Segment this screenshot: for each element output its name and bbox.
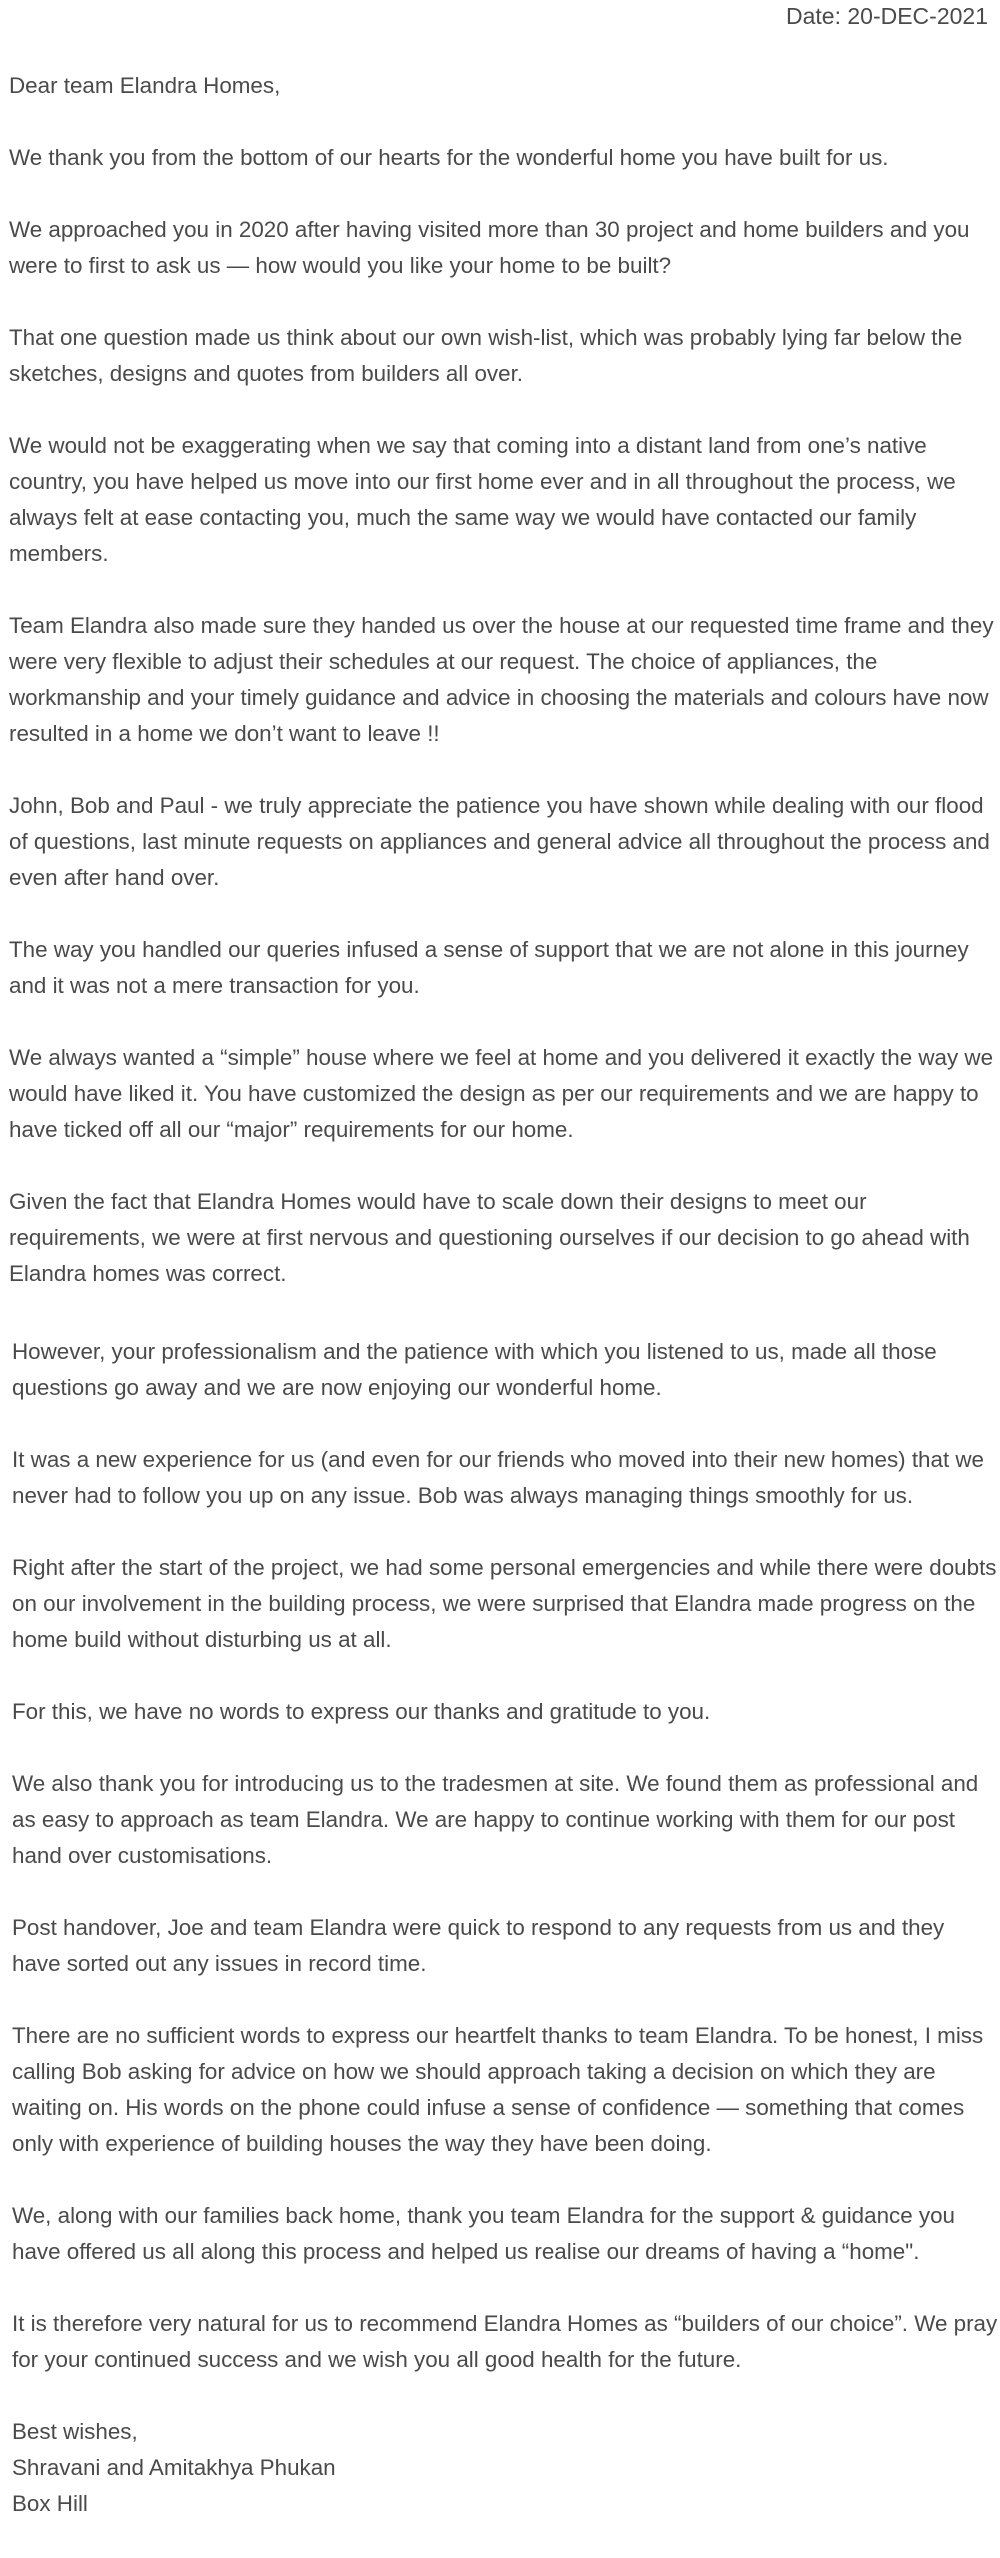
signoff-names: Shravani and Amitakhya Phukan bbox=[12, 2455, 336, 2480]
paragraph-wishlist: That one question made us think about our own wish-list, which was probably lying far below the sketches, designs and quotes from builders all over. bbox=[9, 325, 963, 386]
paragraph-recommend: It is therefore very natural for us to recommend Elandra Homes as “builders of our choice”. We pray for your continued success and we wish you all good health for the future. bbox=[12, 2311, 998, 2372]
paragraph-emergencies: Right after the start of the project, we had some personal emergencies and while there were doubts on our involvement in the building process, we were surprised that Elandra made progress on the home build without disturbing us at all. bbox=[12, 1555, 997, 1652]
paragraph-john-bob-paul: John, Bob and Paul - we truly appreciate the patience you have shown while dealing with our flood of questions, last minute requests on appliances and general advice all throughout the process and even after hand over. bbox=[9, 793, 990, 890]
paragraph-support: The way you handled our queries infused a sense of support that we are not alone in this journey and it was not a mere transaction for you. bbox=[9, 937, 969, 998]
signoff bbox=[9, 2414, 999, 2522]
paragraph-thanks: We thank you from the bottom of our hearts for the wonderful home you have built for us. bbox=[9, 145, 889, 170]
paragraph-gratitude: For this, we have no words to express our thanks and gratitude to you. bbox=[12, 1699, 711, 1724]
paragraph-families: We, along with our families back home, thank you team Elandra for the support & guidance you have offered us all along this process and helped us realise our dreams of having a “home". bbox=[12, 2203, 956, 2264]
paragraph-heartfelt-thanks: There are no sufficient words to express our heartfelt thanks to team Elandra. To be honest, I miss calling Bob asking for advice on how we should approach taking a decision on which they are waiting on. His words on the phone could infuse a sense of confidence — something that comes only with experience of building houses the way they have been doing. bbox=[12, 2023, 984, 2156]
paragraph-timeframe: Team Elandra also made sure they handed us over the house at our requested time frame and they were very flexible to adjust their schedules at our request. The choice of appliances, the workmanship and your timely guidance and advice in choosing the materials and colours have now resulted in a home we don’t want to leave !! bbox=[9, 613, 994, 746]
letter-body bbox=[9, 68, 999, 2558]
letter-date: Date: 20-DEC-2021 bbox=[786, 3, 988, 29]
signoff-location: Box Hill bbox=[12, 2491, 88, 2516]
paragraph-approach: We approached you in 2020 after having visited more than 30 project and home builders and you were to first to ask us — how would you like your home to be built? bbox=[9, 217, 970, 278]
paragraph-scale-down: Given the fact that Elandra Homes would have to scale down their designs to meet our requirements, we were at first nervous and questioning ourselves if our decision to go ahead with Elandra homes was correct. bbox=[9, 1189, 970, 1286]
signoff-closing: Best wishes, bbox=[12, 2419, 138, 2444]
paragraph-professionalism: However, your professionalism and the patience with which you listened to us, made all those questions go away and we are now enjoying our wonderful home. bbox=[12, 1339, 937, 1400]
greeting: Dear team Elandra Homes, bbox=[9, 73, 281, 98]
paragraph-post-handover: Post handover, Joe and team Elandra were quick to respond to any requests from us and they have sorted out any issues in record time. bbox=[12, 1915, 945, 1976]
paragraph-simple-house: We always wanted a “simple” house where we feel at home and you delivered it exactly the way we would have liked it. You have customized the design as per our requirements and we are happy to have ticked off all our “major” requirements for our home. bbox=[9, 1045, 994, 1142]
paragraph-first-home: We would not be exaggerating when we say that coming into a distant land from one’s native country, you have helped us move into our first home ever and in all throughout the process, we always felt at ease contacting you, much the same way we would have contacted our family members. bbox=[9, 433, 956, 566]
paragraph-tradesmen: We also thank you for introducing us to the tradesmen at site. We found them as professional and as easy to approach as team Elandra. We are happy to continue working with them for our post hand over customisations. bbox=[12, 1771, 979, 1868]
paragraph-new-experience: It was a new experience for us (and even for our friends who moved into their new homes) that we never had to follow you up on any issue. Bob was always managing things smoothly for us. bbox=[12, 1447, 985, 1508]
